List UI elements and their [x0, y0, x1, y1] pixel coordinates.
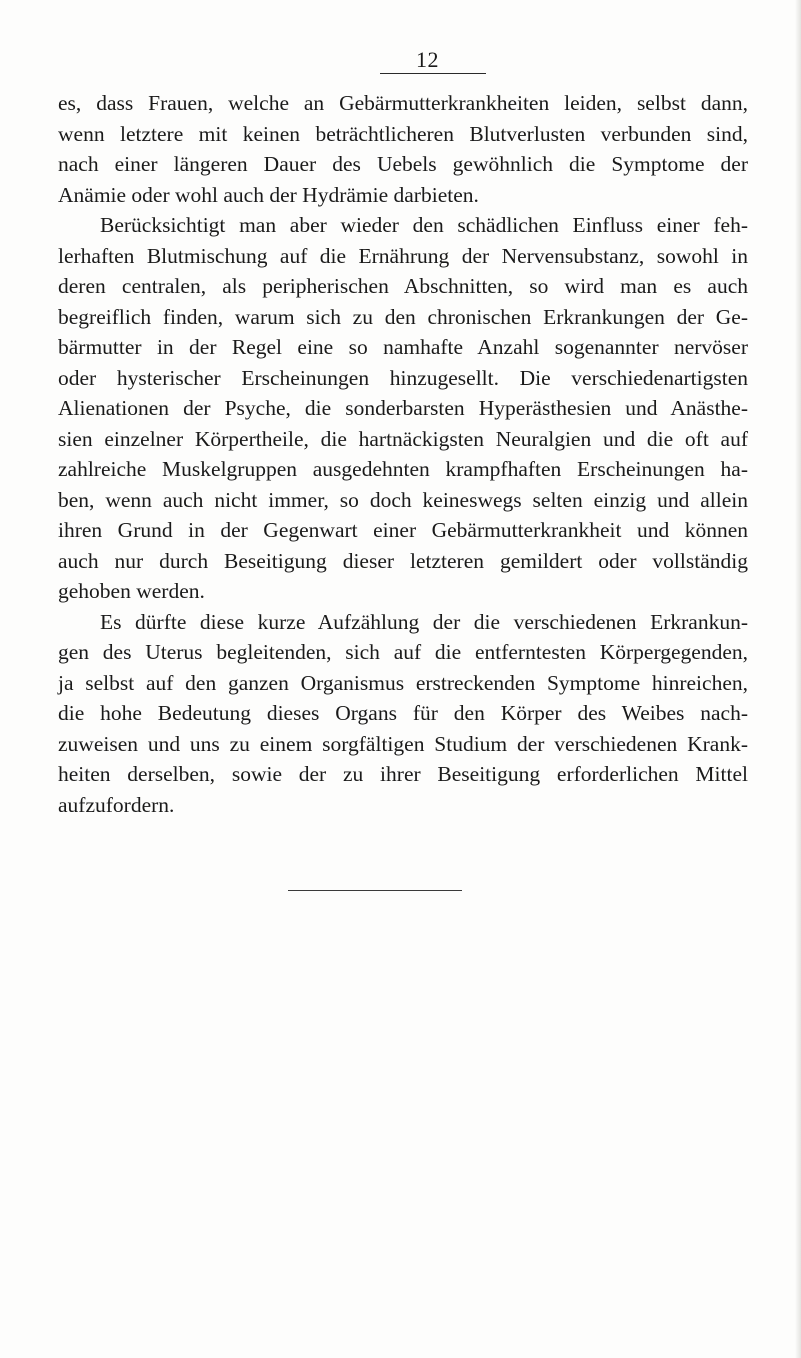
text-line: die hohe Bedeutung dieses Organs für den Körper des Weibes nach- — [58, 701, 748, 725]
text-line: bärmutter in der Regel eine so namhafte Anzahl sogenannter nervöser — [58, 335, 748, 359]
footer-rule — [288, 890, 462, 891]
page-number: 12 — [416, 47, 439, 72]
text-line: auch nur durch Beseitigung dieser letzteren gemildert oder vollständig — [58, 548, 748, 573]
paragraph — [58, 210, 748, 607]
paragraph — [58, 88, 748, 210]
text-line: es, dass Frauen, welche an Gebärmutterkrankheiten leiden, selbst dann, — [58, 91, 748, 115]
text-line: ja selbst auf den ganzen Organismus erstreckenden Symptome hinreichen, — [58, 670, 748, 695]
text-line: Alienationen der Psyche, die sonderbarsten Hyperästhesien und Anästhe- — [58, 396, 748, 420]
text-line: gehoben werden. — [58, 579, 205, 603]
text-line: begreiflich finden, warum sich zu den chronischen Erkrankungen der Ge- — [58, 304, 748, 329]
text-line: Berücksichtigt man aber wieder den schädlichen Einfluss einer feh- — [100, 213, 748, 237]
text-line: Anämie oder wohl auch der Hydrämie darbieten. — [58, 182, 479, 207]
text-line: wenn letztere mit keinen beträchtlicheren Blutverlusten verbunden sind, — [58, 121, 748, 146]
text-line: aufzufordern. — [58, 792, 175, 817]
body-text — [58, 88, 748, 820]
text-line: gen des Uterus begleitenden, sich auf die entferntesten Körpergegenden, — [58, 640, 748, 664]
header-rule — [380, 73, 486, 74]
text-line: oder hysterischer Erscheinungen hinzugesellt. Die verschiedenartigsten — [58, 365, 748, 390]
text-line: zuweisen und uns zu einem sorgfältigen Studium der verschiedenen Krank- — [58, 731, 748, 756]
paragraph — [58, 607, 748, 821]
text-line: lerhaften Blutmischung auf die Ernährung der Nervensubstanz, sowohl in — [58, 243, 748, 268]
text-line: zahlreiche Muskelgruppen ausgedehnten krampfhaften Erscheinungen ha- — [58, 457, 748, 481]
text-line: ihren Grund in der Gegenwart einer Gebärmutterkrankheit und können — [58, 518, 748, 542]
text-line: ben, wenn auch nicht immer, so doch keineswegs selten einzig und allein — [58, 487, 748, 512]
text-line: deren centralen, als peripherischen Abschnitten, so wird man es auch — [58, 274, 748, 298]
text-line: heiten derselben, sowie der zu ihrer Beseitigung erforderlichen Mittel — [58, 762, 748, 786]
text-line: sien einzelner Körpertheile, die hartnäckigsten Neuralgien und die oft auf — [58, 426, 748, 451]
page-edge-shadow — [795, 0, 801, 1358]
text-line: Es dürfte diese kurze Aufzählung der die verschiedenen Erkrankun- — [100, 609, 748, 634]
text-line: nach einer längeren Dauer des Uebels gewöhnlich die Symptome der — [58, 152, 748, 176]
